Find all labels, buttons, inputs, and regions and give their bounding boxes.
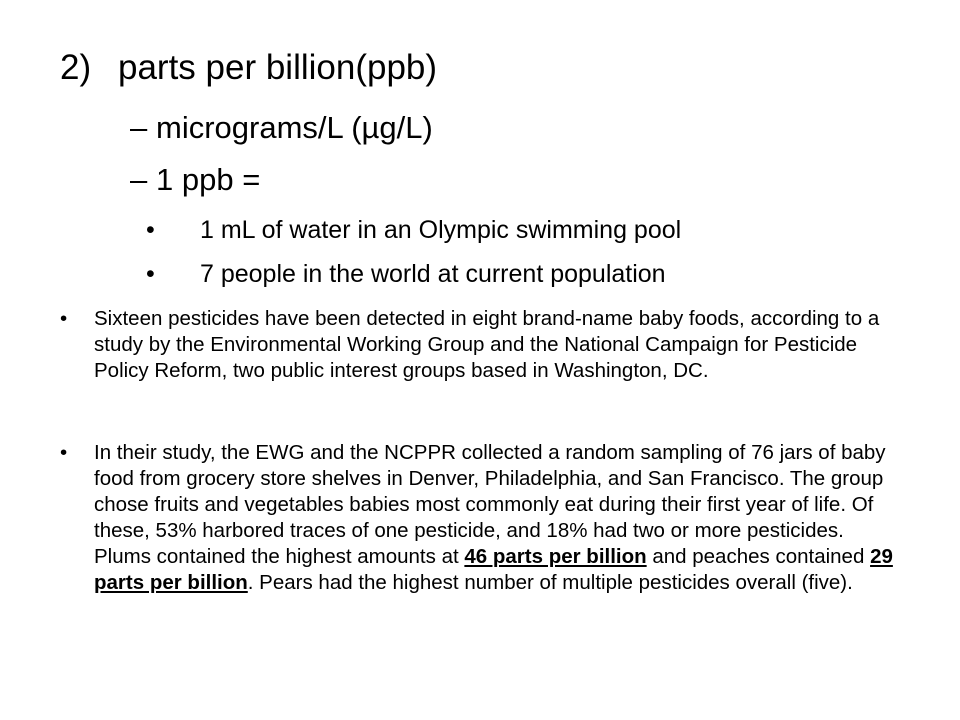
emphasis-peaches-ppb: 29 parts per billion xyxy=(94,545,893,594)
paragraph-pesticides-detected: Sixteen pesticides have been detected in eight brand-name baby foods, according to a study by the Environmental Working Group and the National Campaign for Pesticide Policy Reform, two public interest groups based in Washington, DC. xyxy=(94,307,880,382)
paragraph-text: and peaches contained xyxy=(646,545,871,568)
bullet-marker: • xyxy=(146,216,155,244)
heading-number: 2) xyxy=(60,48,92,87)
heading-title: parts per billion(ppb) xyxy=(118,48,438,87)
bullet-marker: • xyxy=(146,260,155,288)
bullet-marker: • xyxy=(60,441,68,464)
dash-marker: – xyxy=(130,162,148,197)
sub-item-ppb-equals: 1 ppb = xyxy=(156,162,261,197)
dash-marker: – xyxy=(130,110,148,145)
paragraph-text: In their study, the EWG and the NCPPR collected a random sampling of 76 jars of baby food from grocery store shelves in Denver, Philadelphia, and San Francisco. The group chose fruits and vegetables babies most commonly eat during their first year of life. Of these, 53% harbored traces of one pesticide, and 18% had two or more pesticides. Plums contained the highest amounts at xyxy=(94,441,886,568)
bullet-marker: • xyxy=(60,307,68,330)
emphasis-plums-ppb: 46 parts per billion xyxy=(464,545,647,568)
sub-item-micrograms: micrograms/L (µg/L) xyxy=(156,110,433,145)
sub-sub-item-world-population: 7 people in the world at current population xyxy=(200,260,666,288)
sub-sub-item-swimming-pool: 1 mL of water in an Olympic swimming pool xyxy=(200,216,682,244)
paragraph-text: . Pears had the highest number of multiple pesticides overall (five). xyxy=(247,571,853,594)
paragraph-study-details xyxy=(94,440,900,596)
